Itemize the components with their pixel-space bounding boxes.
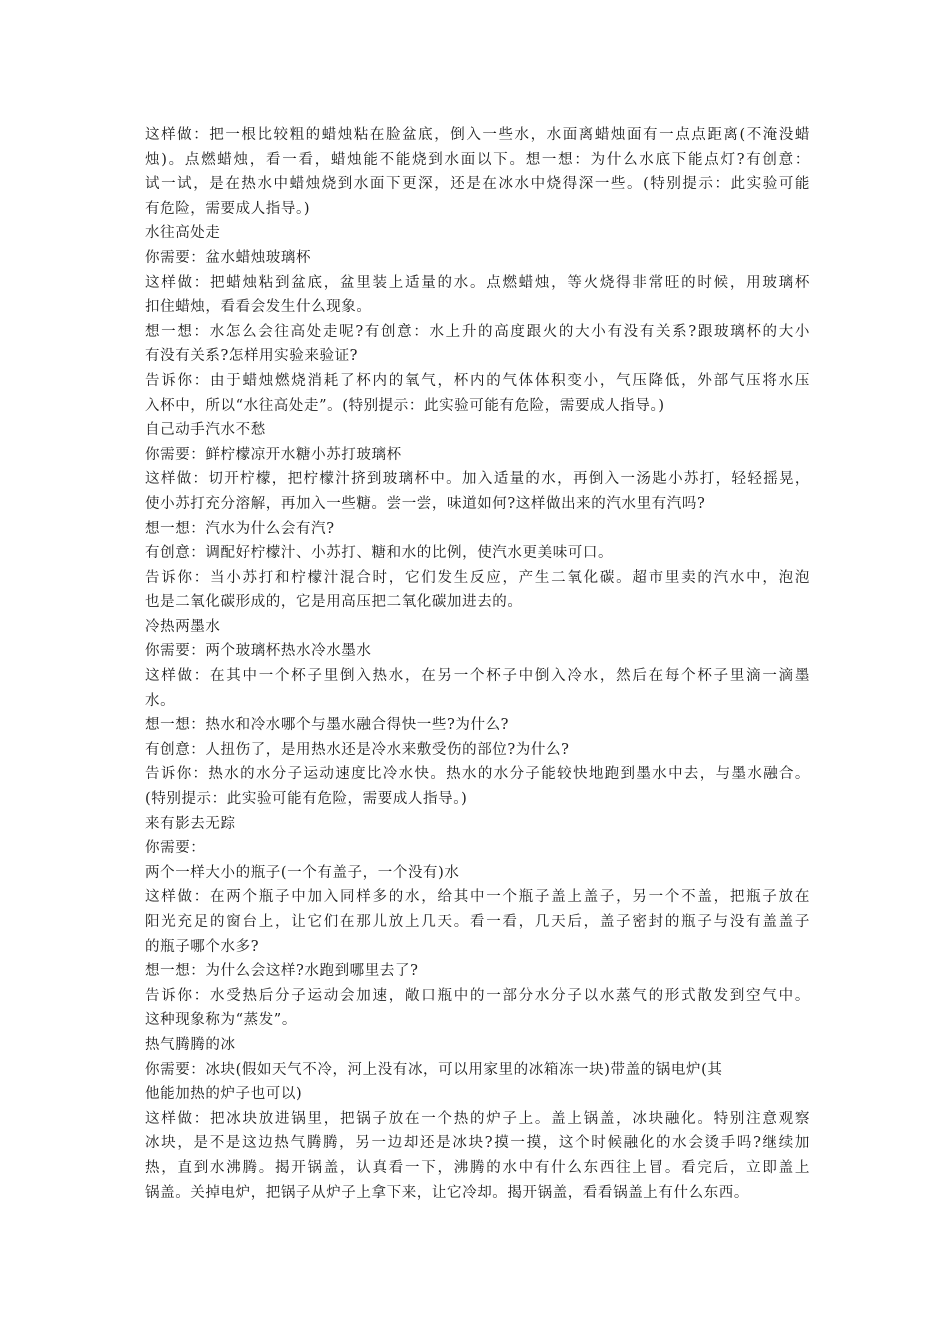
text-line: 有没有关系?怎样用实验来验证? [145,348,359,365]
text-line: 烛)。点燃蜡烛，看一看，蜡烛能不能烧到水面以下。想一想：为什么水底下能点灯?有创意： [145,151,810,168]
section-heading: 水往高处走 [145,225,221,242]
text-line: 这样做：在两个瓶子中加入同样多的水，给其中一个瓶子盖上盖子，另一个不盖，把瓶子放在 [145,889,810,906]
text-line: 这样做：把蜡烛粘到盆底，盆里装上适量的水。点燃蜡烛，等火烧得非常旺的时候，用玻璃杯 [145,274,810,291]
text-line: 想一想：水怎么会往高处走呢?有创意：水上升的高度跟火的大小有没有关系?跟玻璃杯的大小 [145,323,810,340]
text-line: 有创意：人扭伤了，是用热水还是冷水来敷受伤的部位?为什么? [145,741,570,758]
text-line: 水。 [145,692,176,709]
text-line: 你需要：鲜柠檬凉开水糖小苏打玻璃杯 [145,446,402,463]
text-line: 热，直到水沸腾。揭开锅盖，认真看一下，沸腾的水中有什么东西往上冒。看完后，立即盖上 [145,1159,810,1176]
section-heading: 冷热两墨水 [145,618,221,635]
section-heading: 热气腾腾的冰 [145,1036,236,1053]
text-line: 也是二氧化碳形成的，它是用高压把二氧化碳加进去的。 [145,594,523,611]
text-line: 有创意：调配好柠檬汁、小苏打、糖和水的比例，使汽水更美味可口。 [145,545,614,562]
text-line: 想一想：热水和冷水哪个与墨水融合得快一些?为什么? [145,717,510,734]
text-line: 这样做：把一根比较粗的蜡烛粘在脸盆底，倒入一些水，水面离蜡烛面有一点点距离(不淹没蜡 [145,127,810,143]
text-line: 想一想：汽水为什么会有汽? [145,520,335,537]
text-line: 锅盖。关掉电炉，把锅子从炉子上拿下来，让它冷却。揭开锅盖，看看锅盖上有什么东西。 [145,1184,749,1201]
text-line: 的瓶子哪个水多? [145,938,260,955]
text-line: 你需要： [145,840,206,857]
text-line: 你需要：冰块(假如天气不冷，河上没有冰，可以用家里的冰箱冻一块)带盖的锅电炉(其 [145,1061,723,1078]
text-line: 这样做：把冰块放进锅里，把锅子放在一个热的炉子上。盖上锅盖，冰块融化。特别注意观察 [145,1110,810,1127]
text-line: 想一想：为什么会这样?水跑到哪里去了? [145,963,419,980]
text-line: 入杯中，所以“水往高处走”。(特别提示：此实验可能有危险，需要成人指导。) [145,397,665,414]
text-line: 冰块，是不是这边热气腾腾，另一边却还是冰块?摸一摸，这个时候融化的水会烫手吗?继续加 [145,1135,810,1152]
text-line: 这种现象称为“蒸发”。 [145,1012,297,1029]
text-line: 告诉你：热水的水分子运动速度比冷水快。热水的水分子能较快地跑到墨水中去，与墨水融合。 [145,766,810,783]
text-line: 告诉你：当小苏打和柠檬汁混合时，它们发生反应，产生二氧化碳。超市里卖的汽水中，泡泡 [145,569,810,586]
text-line: 试一试，是在热水中蜡烛烧到水面下更深，还是在冰水中烧得深一些。(特别提示：此实验可能 [145,176,810,193]
text-line: 阳光充足的窗台上，让它们在那儿放上几天。看一看，几天后，盖子密封的瓶子与没有盖盖子 [145,914,810,930]
text-line: 使小苏打充分溶解，再加入一些糖。尝一尝，味道如何?这样做出来的汽水里有汽吗? [145,495,706,512]
text-line: 有危险，需要成人指导。) [145,200,311,217]
text-line: 两个一样大小的瓶子(一个有盖子，一个没有)水 [145,864,460,881]
text-line: 你需要：两个玻璃杯热水冷水墨水 [145,643,372,660]
text-line: 告诉你：由于蜡烛燃烧消耗了杯内的氧气，杯内的气体体积变小，气压降低，外部气压将水压 [145,372,810,389]
text-line: 他能加热的炉子也可以) [145,1086,303,1103]
text-line: 告诉你：水受热后分子运动会加速，敞口瓶中的一部分水分子以水蒸气的形式散发到空气中。 [145,987,810,1004]
text-line: 扣住蜡烛，看看会发生什么现象。 [145,299,372,316]
section-heading: 来有影去无踪 [145,815,236,832]
text-line: 你需要：盆水蜡烛玻璃杯 [145,249,312,266]
document-body [145,123,810,1205]
text-line: 这样做：切开柠檬，把柠檬汁挤到玻璃杯中。加入适量的水，再倒入一汤匙小苏打，轻轻摇晃， [145,471,810,488]
text-line: 这样做：在其中一个杯子里倒入热水，在另一个杯子中倒入冷水，然后在每个杯子里滴一滴墨 [145,668,810,685]
section-heading: 自己动手汽水不愁 [145,422,266,439]
text-line: (特别提示：此实验可能有危险，需要成人指导。) [145,791,468,808]
